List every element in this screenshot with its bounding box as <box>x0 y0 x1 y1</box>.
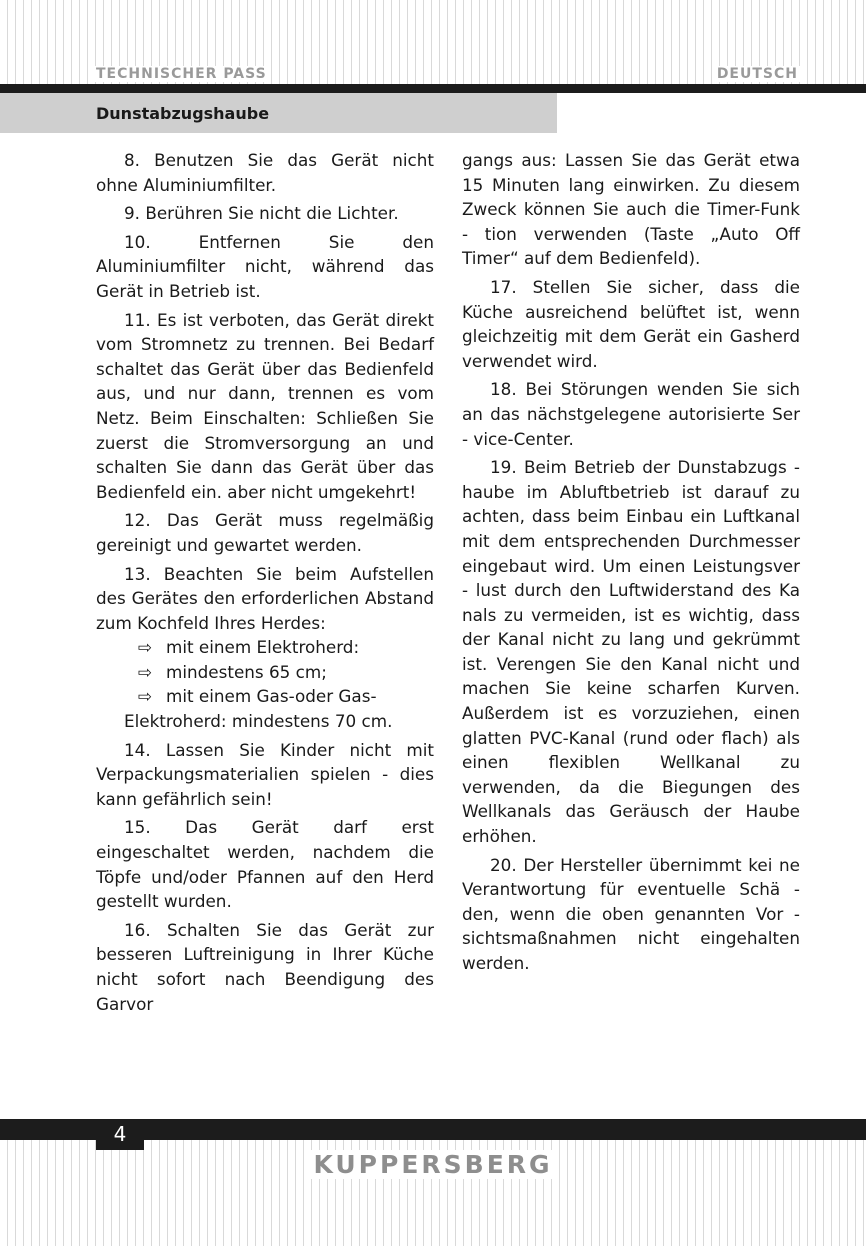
product-subtitle: Dunstabzugshaube <box>96 104 270 123</box>
instruction-16-continued: gangs aus: Lassen Sie das Gerät etwa 15 Minuten lang einwirken. Zu diesem Zweck können Sie auch die Timer-Funk - tion verwenden (Taste „Auto Off Timer“ auf dem Bedienfeld). <box>462 150 800 269</box>
instruction-9: 9. Berühren Sie nicht die Lichter. <box>124 203 399 224</box>
instruction-15: 15. Das Gerät darf erst eingeschaltet werden, nachdem die Töpfe und/oder Pfannen auf den Herd gestellt wurden. <box>96 817 434 912</box>
brand-name: KUPPERSBERG <box>307 1150 558 1179</box>
bullet-item <box>96 660 434 685</box>
bullet-text: mit einem Gas-oder Gas- <box>166 686 377 707</box>
page-number: 4 <box>96 1119 144 1150</box>
instruction-12: 12. Das Gerät muss regelmäßig gereinigt und gewartet werden. <box>96 510 434 555</box>
header-rule <box>0 84 866 93</box>
subtitle-band <box>0 93 557 133</box>
brand-logo <box>0 1150 866 1179</box>
instruction-19: 19. Beim Betrieb der Dunstabzugs - haube im Abluftbetrieb ist darauf zu achten, dass beim Einbau ein Luftkanal mit dem entsprechenden Durchmesser eingebaut wird. Um einen Leistungsver - lust durch den Luftwiderstand des Ka nals zu vermeiden, ist es wichtig, dass der Kanal nicht zu lang und gekrümmt ist. Verengen Sie den Kanal nicht und machen Sie keine scharfen Kurven. Außerdem ist es vorzuziehen, einen glatten PVC-Kanal (rund oder flach) als einen flexiblen Wellkanal zu verwenden, da die Biegungen des Wellkanals das Geräusch der Haube erhöhen. <box>462 457 800 847</box>
left-column <box>96 148 434 1016</box>
instruction-14: 14. Lassen Sie Kinder nicht mit Verpackungsmaterialien spielen - dies kann gefährlich sein! <box>96 739 434 809</box>
right-column <box>462 148 800 976</box>
instruction-20: 20. Der Hersteller übernimmt kei ne Verantwortung für eventuelle Schä - den, wenn die oben genannten Vor - sichtsmaßnahmen nicht eingehalten werden. <box>462 854 800 973</box>
instruction-18: 18. Bei Störungen wenden Sie sich an das nächstgelegene autorisierte Ser - vice-Center. <box>462 379 800 449</box>
arrow-icon: ⇨ <box>138 637 153 658</box>
document-type-label: TECHNISCHER PASS <box>92 66 271 82</box>
bullet-text: mindestens 65 cm; <box>166 661 327 682</box>
arrow-icon: ⇨ <box>138 661 153 682</box>
arrow-icon: ⇨ <box>138 686 153 707</box>
bullet-item <box>96 684 434 709</box>
language-label: DEUTSCH <box>713 66 802 82</box>
instruction-17: 17. Stellen Sie sicher, dass die Küche ausreichend belüftet ist, wenn gleichzeitig mit dem Gerät ein Gasherd verwendet wird. <box>462 276 800 371</box>
bullet-continuation: Elektroherd: mindestens 70 cm. <box>124 711 393 732</box>
instruction-8: 8. Benutzen Sie das Gerät nicht ohne Aluminiumfilter. <box>96 150 434 195</box>
instruction-13: 13. Beachten Sie beim Aufstellen des Gerätes den erforderlichen Abstand zum Kochfeld Ihres Herdes: <box>96 563 434 633</box>
bullet-item <box>96 635 434 660</box>
instruction-11: 11. Es ist verboten, das Gerät direkt vom Stromnetz zu trennen. Bei Bedarf schaltet das Gerät über das Bedienfeld aus, und nur dann, trennen es vom Netz. Beim Einschalten: Schließen Sie zuerst die Stromversorgung an und schalten Sie dann das Gerät über das Bedienfeld ein. aber nicht umgekehrt! <box>96 309 434 502</box>
instruction-16: 16. Schalten Sie das Gerät zur besseren Luftreinigung in Ihrer Küche nicht sofort nach Beendigung des Garvor <box>96 919 434 1014</box>
bullet-text: mit einem Elektroherd: <box>166 637 360 658</box>
instruction-10: 10. Entfernen Sie den Aluminiumfilter nicht, während das Gerät in Betrieb ist. <box>96 231 434 301</box>
